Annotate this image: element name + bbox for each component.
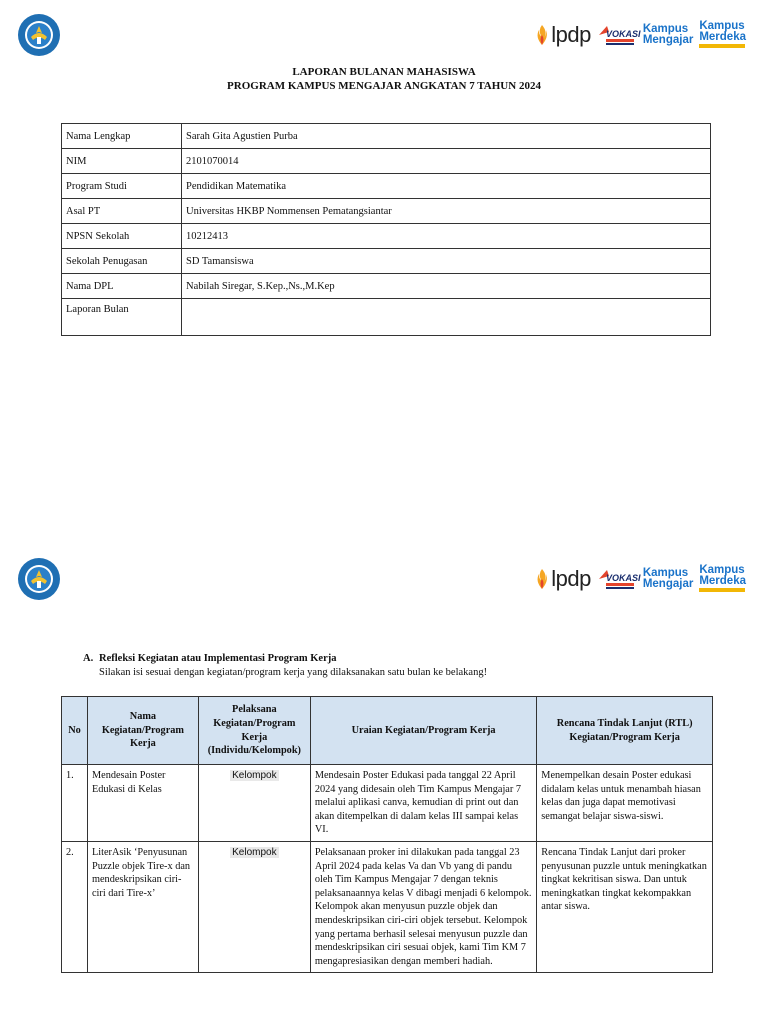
kampus-merdeka-line2: Merdeka [699,31,746,43]
kampus-mengajar-logo [643,24,694,46]
lpdp-logo [535,22,591,48]
kampus-mengajar-logo [643,568,694,590]
svg-text:VOKASI: VOKASI [605,28,641,39]
info-value: SD Tamansiswa [182,249,711,274]
col-header-rtl: Rencana Tindak Lanjut (RTL) Kegiatan/Program Kerja [537,697,713,765]
info-value: Sarah Gita Agustien Purba [182,124,711,149]
col-header-no: No [62,697,88,765]
svg-text:VOKASI: VOKASI [605,572,641,583]
col-header-uraian: Uraian Kegiatan/Program Kerja [310,697,536,765]
merdeka-ribbon [699,44,745,48]
cell-pelaksana [198,841,310,972]
info-key: Nama DPL [62,274,182,299]
info-row [62,174,711,199]
section-instruction: Silakan isi sesuai dengan kegiatan/program kerja yang dilaksanakan satu bulan ke belakang! [99,667,488,678]
cell-uraian: Pelaksanaan proker ini dilakukan pada tanggal 23 April 2024 pada kelas Va dan Vb yang di pandu oleh Tim Kampus Mengajar 7 dengan teknis pelaksanaannya kelas V dibagi menjadi 6 kelompok. Kelompok akan menyusun puzzle objek dan mendeskripsikan ciri-ciri objek tersebut. Kelompok yang pertama berhasil selesai menyusun puzzle dan mendeskripsikan ciri sesuai objek, kami Tim KM 7 mengapresiasikan dengan memberi hadiah. [310,841,536,972]
program-table-header-row [62,697,713,765]
cell-no: 1. [62,765,88,842]
info-key: Nama Lengkap [62,124,182,149]
page2-header [0,557,768,607]
info-key: Asal PT [62,199,182,224]
kampus-mengajar-line2: Mengajar [642,33,694,46]
partner-logos [535,21,746,48]
info-key: Sekolah Penugasan [62,249,182,274]
info-row [62,274,711,299]
info-key: NIM [62,149,182,174]
section-label: A. [83,653,94,664]
kampus-merdeka-line1: Kampus [699,564,745,576]
info-key: NPSN Sekolah [62,224,182,249]
info-row [62,224,711,249]
partner-logos [535,565,746,592]
cell-pelaksana [198,765,310,842]
kampus-merdeka-logo [699,21,746,48]
info-value: 2101070014 [182,149,711,174]
pelaksana-badge: Kelompok [232,770,277,781]
report-title-line1: LAPORAN BULANAN MAHASISWA [292,66,476,78]
cell-no: 2. [62,841,88,972]
student-info-table [61,123,711,336]
info-row [62,299,711,336]
kampus-merdeka-logo [699,565,746,592]
kampus-merdeka-line2: Merdeka [699,575,746,587]
info-row [62,249,711,274]
pelaksana-badge: Kelompok [232,846,277,858]
info-value: Pendidikan Matematika [182,174,711,199]
tut-wuri-handayani-seal-icon [17,13,61,57]
vokasi-logo-icon [597,22,641,48]
lpdp-text: lpdp [551,21,591,47]
cell-uraian: Mendesain Poster Edukasi pada tanggal 22 April 2024 yang didesain oleh Tim Kampus Mengajar 7 melalui aplikasi canva, kemudian di print out dan akan ditempelkan di dalam kelas III sampai kelas VI. [310,765,536,842]
info-value [182,299,711,336]
section-heading-text: Refleksi Kegiatan atau Implementasi Program Kerja [99,653,337,664]
page1-header [0,13,768,63]
col-header-pelaksana: Pelaksana Kegiatan/Program Kerja (Individu/Kelompok) [198,697,310,765]
info-row [62,199,711,224]
info-value: Nabilah Siregar, S.Kep.,Ns.,M.Kep [182,274,711,299]
kampus-mengajar-line2: Mengajar [642,577,694,590]
report-title [0,65,768,93]
cell-rtl: Rencana Tindak Lanjut dari proker penyusunan puzzle untuk meningkatkan tingkat kekritisan siswa. Dan untuk meningkatkan tingkat kekompakkan antar siswa. [537,841,713,972]
lpdp-flame-icon [535,568,549,590]
kampus-mengajar-line1: Kampus [642,22,689,35]
program-table [61,696,713,973]
kampus-mengajar-line1: Kampus [642,566,689,579]
info-key: Program Studi [62,174,182,199]
info-key: Laporan Bulan [62,299,182,336]
info-value: 10212413 [182,224,711,249]
table-row [62,765,713,842]
cell-nama: Mendesain Poster Edukasi di Kelas [87,765,198,842]
vokasi-logo-icon [597,566,641,592]
col-header-nama: Nama Kegiatan/Program Kerja [87,697,198,765]
lpdp-logo [535,566,591,592]
report-title-line2: PROGRAM KAMPUS MENGAJAR ANGKATAN 7 TAHUN 2024 [227,80,541,92]
info-value: Universitas HKBP Nommensen Pematangsiantar [182,199,711,224]
tut-wuri-handayani-seal-icon [17,557,61,601]
kampus-merdeka-line1: Kampus [699,20,745,32]
cell-nama: LiterAsik ‘Penyusunan Puzzle objek Tire-x dan mendeskripsikan ciri-ciri dari Tire-x’ [87,841,198,972]
table-row [62,841,713,972]
section-heading [83,653,336,664]
cell-rtl: Menempelkan desain Poster edukasi didalam kelas untuk menambah hiasan kelas dan juga dapat memotivasi semangat belajar siswa-siswi. [537,765,713,842]
info-row [62,149,711,174]
info-row [62,124,711,149]
merdeka-ribbon [699,588,745,592]
lpdp-flame-icon [535,24,549,46]
lpdp-text: lpdp [551,565,591,591]
